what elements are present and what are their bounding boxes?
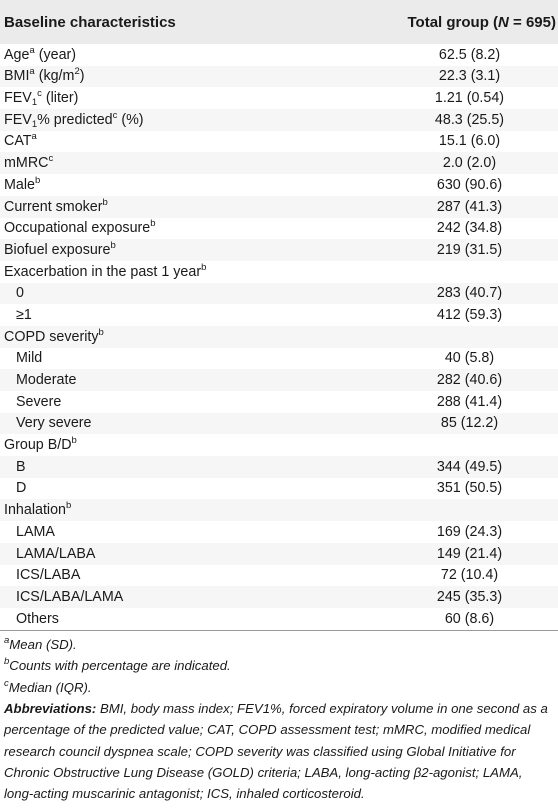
label-text: Others bbox=[16, 610, 59, 627]
row-label bbox=[0, 413, 395, 435]
label-text: Occupational exposure bbox=[4, 220, 151, 237]
label-text: Severe bbox=[16, 393, 62, 410]
row-label bbox=[0, 174, 395, 196]
table-row bbox=[0, 586, 558, 608]
header-total-n: N bbox=[498, 13, 509, 31]
label-text: BMI bbox=[4, 68, 30, 85]
label-text: Mild bbox=[16, 350, 43, 367]
label-superscript: b bbox=[150, 218, 156, 230]
header-total-group bbox=[395, 0, 558, 44]
row-label bbox=[0, 521, 395, 543]
row-value: 242 (34.8) bbox=[436, 220, 503, 237]
row-value: 282 (40.6) bbox=[436, 372, 503, 388]
label-text: D bbox=[16, 480, 27, 497]
row-value: 149 (21.4) bbox=[436, 545, 503, 562]
label-text: COPD severity bbox=[4, 328, 99, 345]
label-superscript: b bbox=[98, 326, 104, 338]
label-text: Male bbox=[4, 176, 35, 193]
label-text: Very severe bbox=[16, 415, 92, 432]
label-mid: % predicted bbox=[37, 111, 113, 128]
label-suffix: (year) bbox=[34, 46, 77, 63]
row-value: 62.5 (8.2) bbox=[438, 46, 501, 63]
footnote bbox=[4, 655, 554, 677]
table-row bbox=[0, 283, 558, 305]
row-label bbox=[0, 369, 395, 391]
label-superscript: b bbox=[110, 239, 116, 251]
label-suffix: (%) bbox=[117, 111, 144, 128]
table-row bbox=[0, 326, 558, 348]
row-value: 2.0 (2.0) bbox=[442, 155, 497, 172]
footnote-mark: a bbox=[4, 634, 10, 646]
label-superscript: c bbox=[48, 153, 54, 165]
row-label bbox=[0, 608, 395, 630]
header-total-suffix: = 695) bbox=[508, 13, 556, 31]
row-label bbox=[0, 218, 395, 240]
label-superscript: b bbox=[35, 174, 41, 186]
label-text: Inhalation bbox=[4, 502, 67, 519]
table-header-row bbox=[0, 0, 558, 44]
footnote-text: Mean (SD). bbox=[9, 636, 77, 652]
label-text: LAMA bbox=[16, 523, 55, 540]
footnote bbox=[4, 677, 554, 699]
row-value: 283 (40.7) bbox=[436, 285, 503, 302]
row-label bbox=[0, 196, 395, 218]
row-value: 48.3 (25.5) bbox=[434, 111, 505, 128]
row-value: 219 (31.5) bbox=[436, 241, 503, 258]
row-value: 72 (10.4) bbox=[440, 567, 499, 584]
row-label bbox=[0, 66, 395, 88]
table-row bbox=[0, 565, 558, 587]
label-text: Group B/D bbox=[4, 437, 72, 454]
table-row bbox=[0, 543, 558, 565]
label-subscript: 1 bbox=[31, 118, 38, 130]
table-row bbox=[0, 521, 558, 543]
footnote-text: Median (IQR). bbox=[8, 679, 92, 695]
label-text: B bbox=[16, 458, 26, 475]
row-label bbox=[0, 109, 395, 131]
row-value: 288 (41.4) bbox=[436, 393, 503, 410]
table-row bbox=[0, 109, 558, 131]
table-row bbox=[0, 499, 558, 521]
row-label bbox=[0, 261, 395, 283]
footnote-mark: b bbox=[4, 656, 10, 668]
header-total-prefix: Total group ( bbox=[407, 13, 499, 31]
row-label bbox=[0, 326, 395, 348]
table-row bbox=[0, 304, 558, 326]
row-label bbox=[0, 87, 395, 109]
row-value: 169 (24.3) bbox=[436, 523, 503, 540]
abbreviations-label: Abbreviations: bbox=[4, 701, 97, 717]
label-text: ICS/LABA/LAMA bbox=[16, 588, 124, 605]
label-suffix: (kg/m bbox=[34, 68, 75, 85]
footnote-text: Counts with percentage are indicated. bbox=[9, 658, 231, 674]
row-value: 15.1 (6.0) bbox=[438, 133, 501, 150]
row-value: 22.3 (3.1) bbox=[438, 68, 501, 85]
table-row bbox=[0, 152, 558, 174]
row-value bbox=[395, 326, 558, 348]
label-text: FEV bbox=[4, 90, 32, 107]
label-text: Exacerbation in the past 1 year bbox=[4, 263, 202, 280]
header-baseline-characteristics: Baseline characteristics bbox=[4, 13, 176, 31]
label-text: Age bbox=[4, 46, 30, 63]
label-superscript: a bbox=[29, 66, 35, 78]
row-label bbox=[0, 44, 395, 66]
table-row bbox=[0, 369, 558, 391]
row-value bbox=[395, 261, 558, 283]
label-superscript: c bbox=[112, 109, 118, 121]
label-superscript: a bbox=[31, 131, 37, 143]
table-row bbox=[0, 131, 558, 153]
label-superscript: b bbox=[201, 261, 207, 273]
label-suffix-2: ) bbox=[79, 68, 85, 85]
table-footnotes bbox=[0, 631, 558, 805]
table-row bbox=[0, 413, 558, 435]
row-value: 40 (5.8) bbox=[444, 350, 495, 367]
footnote-list bbox=[4, 634, 554, 699]
row-value: 344 (49.5) bbox=[436, 458, 503, 475]
row-label bbox=[0, 391, 395, 413]
label-subscript: 1 bbox=[31, 97, 38, 109]
abbreviations-text: BMI, body mass index; FEV1%, forced expiratory volume in one second as a percentage of the predicted value; CAT, COPD assessment test; mMRC, modified medical research council dyspnea scale; COPD severity was classified using Global Initiative for Chronic Obstructive Lung Disease (GOLD) criteria; LABA, long-acting β2-agonist; LAMA, long-acting muscarinic antagonist; ICS, inhaled corticosteroid. bbox=[4, 701, 548, 802]
row-label bbox=[0, 152, 395, 174]
label-text: mMRC bbox=[4, 155, 49, 172]
label-text: Biofuel exposure bbox=[4, 241, 111, 258]
row-label bbox=[0, 565, 395, 587]
row-value: 245 (35.3) bbox=[436, 588, 503, 605]
label-text: LAMA/LABA bbox=[16, 545, 96, 562]
label-text: ≥1 bbox=[16, 306, 32, 323]
table-row bbox=[0, 456, 558, 478]
label-superscript: b bbox=[102, 196, 108, 208]
row-label bbox=[0, 456, 395, 478]
footnote-mark: c bbox=[4, 677, 9, 689]
label-text: CAT bbox=[4, 133, 32, 150]
abbreviations-note bbox=[4, 698, 554, 804]
label-superscript: a bbox=[29, 44, 35, 56]
label-text: FEV bbox=[4, 111, 32, 128]
footnote bbox=[4, 634, 554, 656]
row-label bbox=[0, 586, 395, 608]
label-suffix: (liter) bbox=[41, 90, 79, 107]
row-label bbox=[0, 499, 395, 521]
row-value: 1.21 (0.54) bbox=[434, 90, 505, 107]
row-value: 85 (12.2) bbox=[440, 415, 499, 432]
table-row bbox=[0, 174, 558, 196]
row-label bbox=[0, 348, 395, 370]
table-row bbox=[0, 87, 558, 109]
row-value: 412 (59.3) bbox=[436, 306, 503, 323]
row-value bbox=[395, 499, 558, 521]
label-superscript-2: 2 bbox=[74, 66, 80, 78]
table-body bbox=[0, 44, 558, 630]
row-label bbox=[0, 304, 395, 326]
row-value: 351 (50.5) bbox=[436, 480, 503, 497]
row-value: 287 (41.3) bbox=[436, 198, 503, 215]
row-label bbox=[0, 478, 395, 500]
label-text: Moderate bbox=[16, 372, 77, 388]
table-row bbox=[0, 434, 558, 456]
table-row bbox=[0, 44, 558, 66]
row-value: 630 (90.6) bbox=[436, 176, 503, 193]
row-label bbox=[0, 283, 395, 305]
table-row bbox=[0, 608, 558, 630]
table-row bbox=[0, 391, 558, 413]
table-row bbox=[0, 478, 558, 500]
row-label bbox=[0, 434, 395, 456]
row-label bbox=[0, 543, 395, 565]
table-row bbox=[0, 218, 558, 240]
table-row bbox=[0, 66, 558, 88]
table-row bbox=[0, 348, 558, 370]
table-row bbox=[0, 239, 558, 261]
label-superscript: c bbox=[37, 88, 42, 100]
row-label bbox=[0, 239, 395, 261]
row-value: 60 (8.6) bbox=[444, 610, 495, 627]
label-superscript: b bbox=[66, 500, 72, 512]
label-text: Current smoker bbox=[4, 198, 103, 215]
table-row bbox=[0, 196, 558, 218]
row-label bbox=[0, 131, 395, 153]
label-superscript: b bbox=[71, 435, 77, 447]
label-text: 0 bbox=[16, 285, 24, 302]
row-value bbox=[395, 434, 558, 456]
label-text: ICS/LABA bbox=[16, 567, 81, 584]
table-row bbox=[0, 261, 558, 283]
